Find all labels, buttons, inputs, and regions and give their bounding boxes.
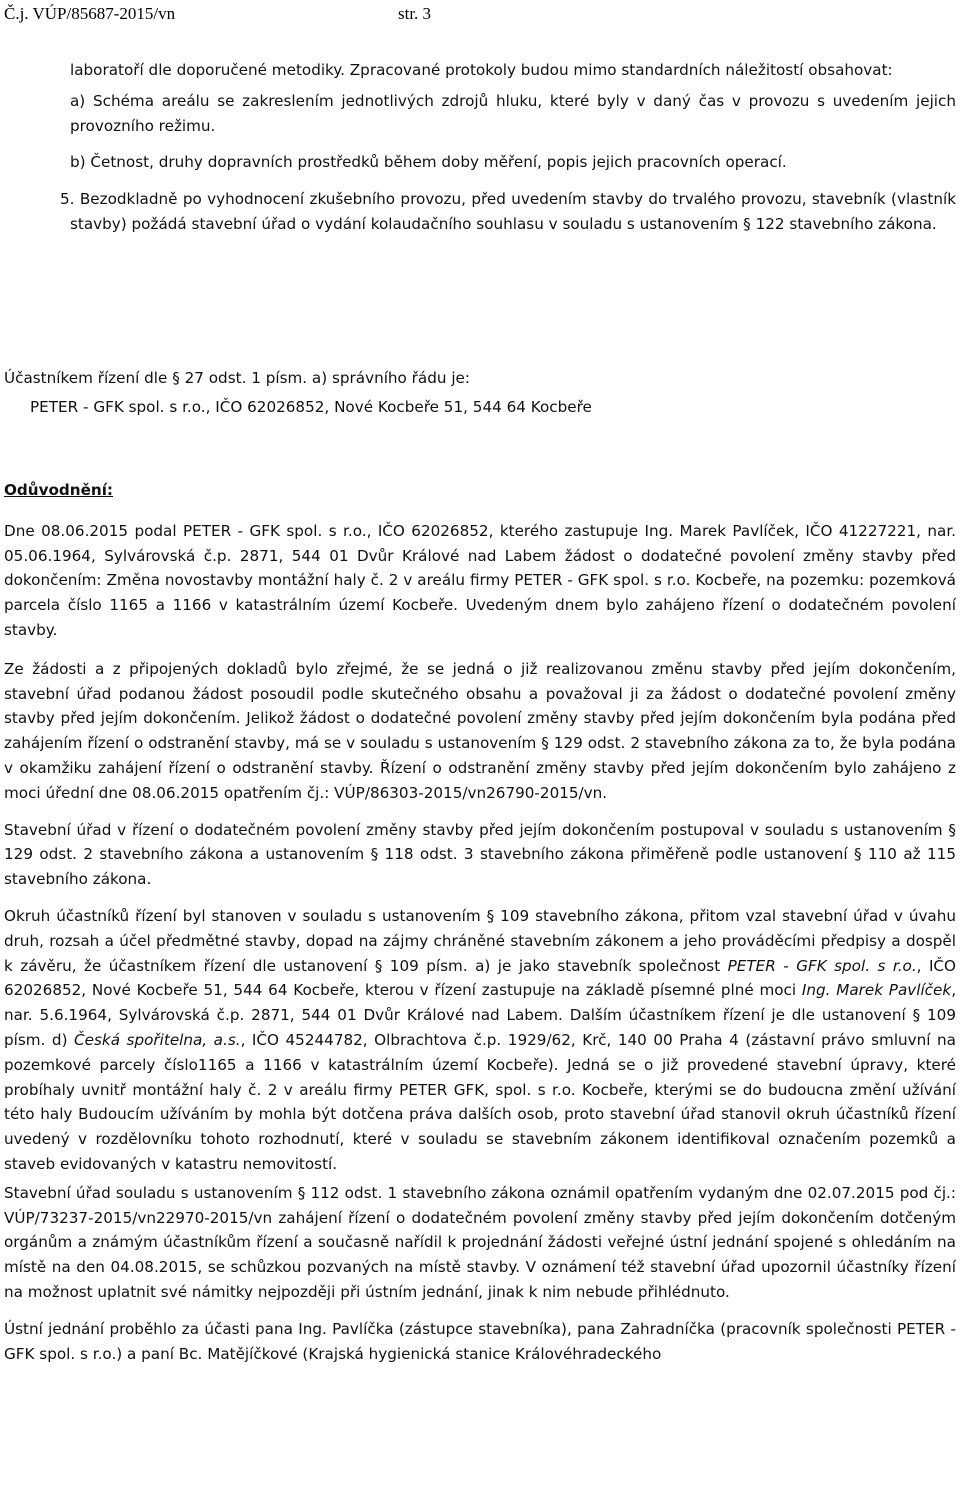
- reasoning-paragraph-4: [4, 904, 956, 1177]
- participant-entity: PETER - GFK spol. s r.o., IČO 62026852, Nové Kocbeře 51, 544 64 Kocbeře: [30, 397, 592, 416]
- p4-text-c: , IČO 62026852, Nové Kocbeře 51, 544 64 Kocbeře, kterou v řízení zastupuje na základě písemné plné moci: [4, 956, 956, 1000]
- reasoning-paragraph-2: Ze žádosti a z připojených dokladů bylo zřejmé, že se jedná o již realizovanou změnu stavby před jejím dokončením, stavební úřad podanou žádost posoudil podle skutečného obsahu a považoval ji za žádost o dodatečné povolení změny stavby před jejím dokončením. Jelikož žádost o dodatečné povolení změny stavby před jejím dokončením byla podána před zahájením řízení o odstranění stavby, má se v souladu s ustanovením § 129 odst. 2 stavebního zákona za to, že byla podána v okamžiku zahájení řízení o odstranění stavby. Řízení o odstranění změny stavby před jejím dokončením bylo zahájeno z moci úřední dne 08.06.2015 opatřením čj.: VÚP/86303-2015/vn26790-2015/vn.: [4, 659, 956, 802]
- p4-representative-name: Ing. Marek Pavlíček: [801, 981, 952, 1000]
- reasoning-paragraph-3: Stavební úřad v řízení o dodatečném povolení změny stavby před jejím dokončením postupoval v souladu s ustanovením § 129 odst. 2 stavebního zákona a ustanovením § 118 odst. 3 stavebního zákona přiměřeně podle ustanovení § 110 až 115 stavebního zákona.: [4, 820, 956, 889]
- p4-bank-name: Česká spořitelna, a.s.: [74, 1030, 241, 1049]
- p4-text-g: , IČO 45244782, Olbrachtova č.p. 1929/62, Krč, 140 00 Praha 4 (zástavní právo smluvní na pozemkové parcely číslo1165 a 1166 v katastrálním území Kocbeře). Jedná se o již provedené stavební úpravy, které probíhaly uvnitř montážní haly č. 2 v areálu firmy PETER GFK, spol. s r.o. Kocbeře, kterými se do budoucna změní užívání této haly Budoucím užíváním by mohla být dotčena práva dalších osob, proto stavební úřad stanovil okruh účastníků řízení uvedený v rozdělovníku tohoto rozhodnutí, které v souladu se stavebním zákonem identifikoval označením pozemků a staveb evidovaných v katastru nemovitostí.: [4, 1030, 956, 1173]
- reasoning-heading: Odůvodnění:: [4, 481, 114, 499]
- conditions-continuation: [4, 58, 956, 237]
- condition-5: 5. Bezodkladně po vyhodnocení zkušebního provozu, před uvedením stavby do trvalého provozu, stavebník (vlastník stavby) požádá stavební úřad o vydání kolaudačního souhlasu v souladu s ustanovením § 122 stavebního zákona.: [60, 190, 956, 233]
- p4-text-e: , nar. 5.6.1964, Sylvárovská č.p. 2871, 544 01 Dvůr Králové nad Labem. Dalším účastníkem řízení je dle ustanovení § 109 písm. d): [4, 981, 957, 1049]
- reasoning-paragraph-1: Dne 08.06.2015 podal PETER - GFK spol. s r.o., IČO 62026852, kterého zastupuje Ing. Marek Pavlíček, IČO 41227221, nar. 05.06.1964, Sylvárovská č.p. 2871, 544 01 Dvůr Králové nad Labem žádost o dodatečné povolení změny stavby před dokončením: Změna novostavby montážní haly č. 2 v areálu firmy PETER - GFK spol. s r.o. Kocbeře, na pozemku: pozemková parcela číslo 1165 a 1166 v katastrálním území Kocbeře. Uvedeným dnem bylo zahájeno řízení o dodatečném povolení stavby.: [4, 521, 956, 639]
- page-number: str. 3: [398, 4, 432, 23]
- p4-text-a: Okruh účastníků řízení byl stanoven v souladu s ustanovením § 109 stavebního zákona, přitom vzal stavební úřad v úvahu druh, rozsah a účel předmětné stavby, dopad na zájmy chráněné stavebním zákonem a jeho prováděcími předpisy a dospěl k závěru, že účastníkem řízení dle ustanovení § 109 písm. a) je jako stavebník společnost: [4, 906, 956, 975]
- participants-section: [4, 366, 956, 420]
- reasoning-section: [4, 478, 956, 1366]
- list-item-b: b) Četnost, druhy dopravních prostředků během doby měření, popis jejich pracovních operací.: [70, 153, 787, 172]
- reference-number: Č.j. VÚP/85687-2015/vn: [4, 4, 176, 23]
- reasoning-paragraph-5: Stavební úřad souladu s ustanovením § 112 odst. 1 stavebního zákona oznámil opatřením vydaným dne 02.07.2015 pod čj.: VÚP/73237-2015/vn22970-2015/vn zahájení řízení o dodatečném povolení změny stavby před jejím dokončením dotčeným orgánům a známým účastníkům řízení a současně nařídil k projednání žádosti veřejné ústní jednání spojené s ohledáním na místě na den 04.08.2015, se schůzkou pozvaných na místě stavby. V oznámení též stavební úřad upozornil účastníky řízení na možnost uplatnit své námitky nejpozději při ústním jednání, jinak k nim nebude přihlédnuto.: [4, 1183, 956, 1301]
- paragraph-lab-protocols: laboratoří dle doporučené metodiky. Zpracované protokoly budou mimo standardních náležitostí obsahovat:: [70, 61, 893, 79]
- p4-applicant-name: PETER - GFK spol. s r.o.: [727, 956, 917, 975]
- list-item-a: a) Schéma areálu se zakreslením jednotlivých zdrojů hluku, které byly v daný čas v provozu s uvedením jejich provozního režimu.: [70, 91, 956, 135]
- participants-heading: Účastníkem řízení dle § 27 odst. 1 písm. a) správního řádu je:: [4, 369, 470, 387]
- reasoning-paragraph-6: Ústní jednání proběhlo za účasti pana Ing. Pavlíčka (zástupce stavebníka), pana Zahradníčka (pracovník společnosti PETER - GFK spol. s r.o.) a paní Bc. Matějíčkové (Krajská hygienická stanice Královéhradeckého: [4, 1319, 956, 1363]
